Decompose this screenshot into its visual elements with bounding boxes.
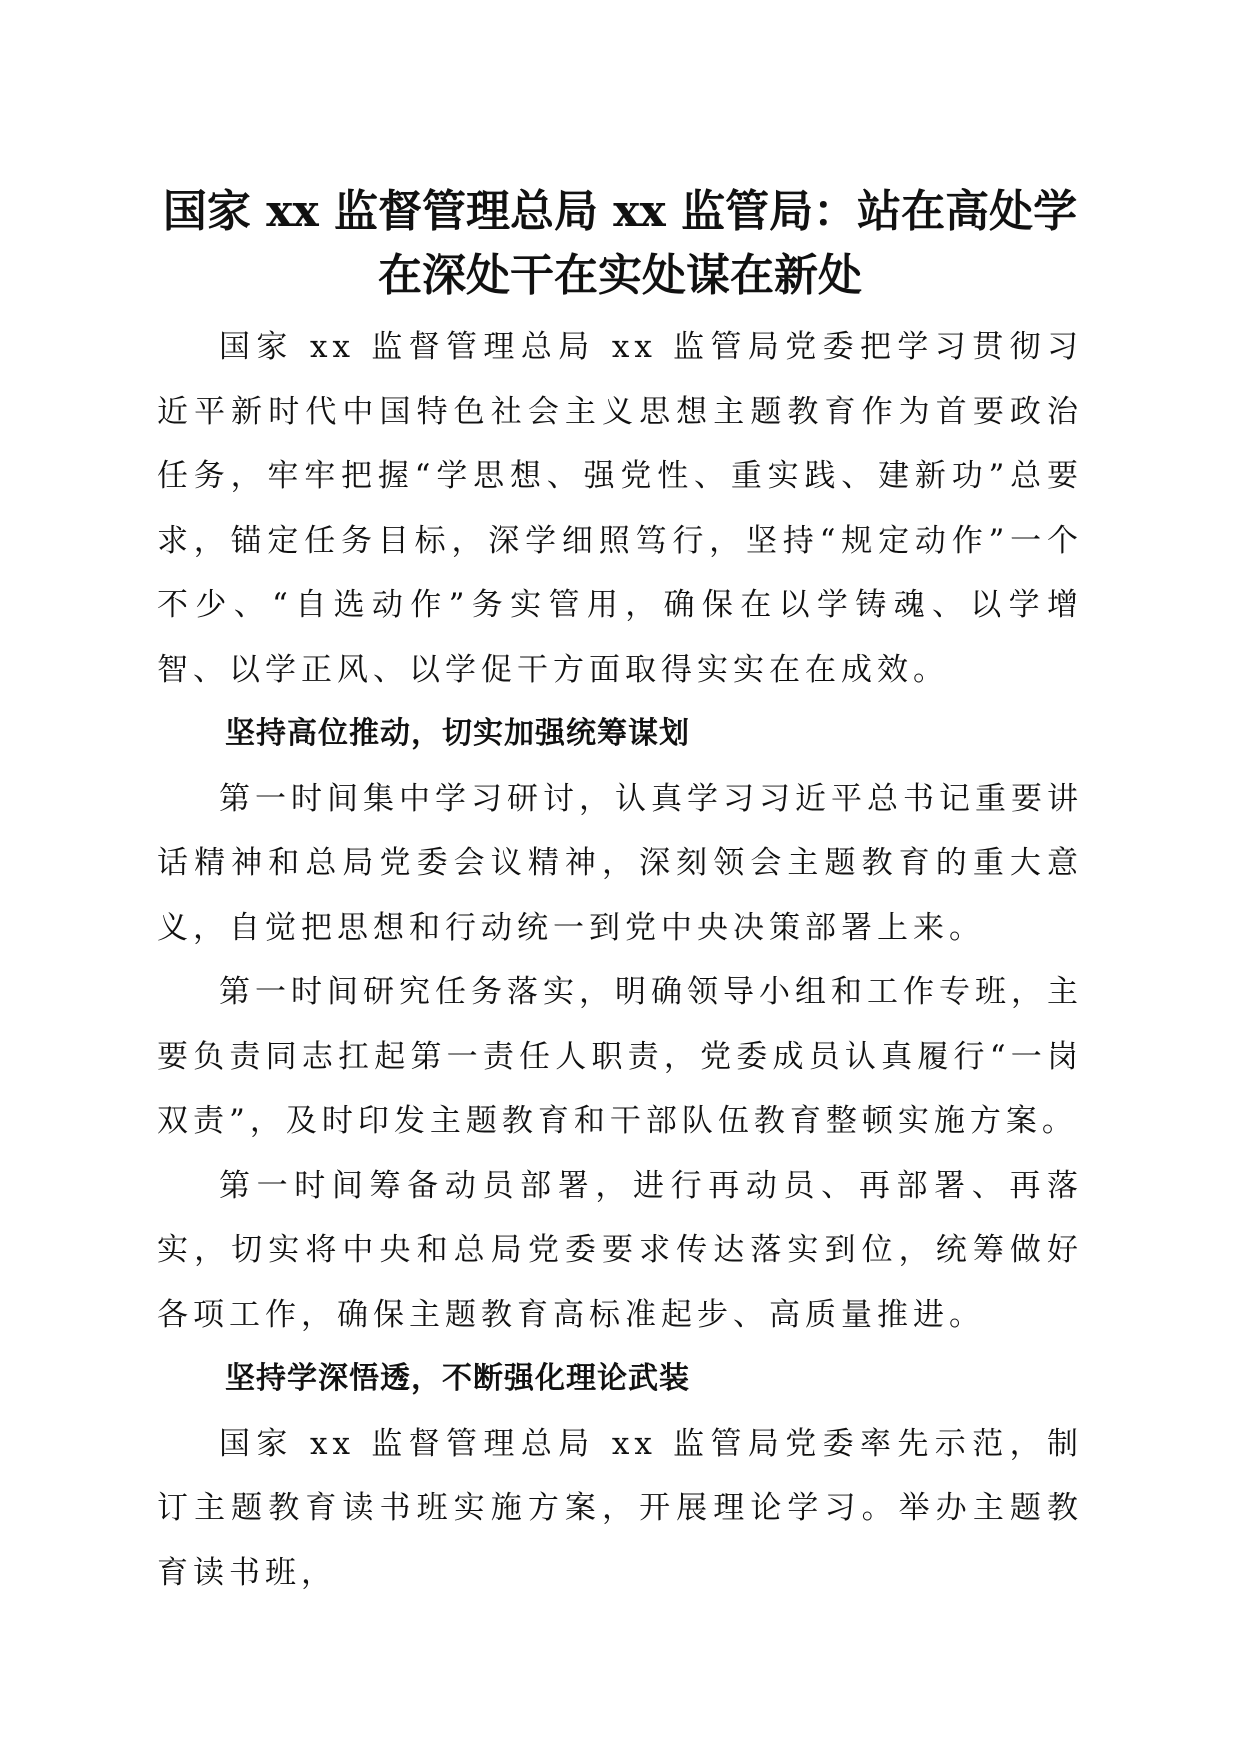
body-paragraph: 第一时间筹备动员部署，进行再动员、再部署、再落实，切实将中央和总局党委要求传达落实到位，统筹做好各项工作，确保主题教育高标准起步、高质量推进。: [157, 1167, 1083, 1333]
document-body: [157, 315, 1083, 1605]
section-heading-1: 坚持高位推动，切实加强统筹谋划: [225, 716, 690, 751]
body-paragraph: 第一时间集中学习研讨，认真学习习近平总书记重要讲话精神和总局党委会议精神，深刻领会主题教育的重大意义，自觉把思想和行动统一到党中央决策部署上来。: [157, 780, 1083, 946]
intro-paragraph: 国家 xx 监督管理总局 xx 监管局党委把学习贯彻习近平新时代中国特色社会主义思想主题教育作为首要政治任务，牢牢把握“学思想、强党性、重实践、建新功”总要求，锚定任务目标，深学细照笃行，坚持“规定动作”一个不少、“自选动作”务实管用，确保在以学铸魂、以学增智、以学正风、以学促干方面取得实实在在成效。: [157, 329, 1083, 688]
title-line-2: 在深处干在实处谋在新处: [378, 250, 862, 301]
body-paragraph: 国家 xx 监督管理总局 xx 监管局党委率先示范，制订主题教育读书班实施方案，开展理论学习。举办主题教育读书班，: [157, 1425, 1083, 1591]
body-paragraph: 第一时间研究任务落实，明确领导小组和工作专班，主要负责同志扛起第一责任人职责，党委成员认真履行“一岗双责”，及时印发主题教育和干部队伍教育整顿实施方案。: [157, 974, 1083, 1139]
title-line-1: 国家 xx 监督管理总局 xx 监管局：站在高处学: [162, 186, 1078, 237]
document-title: [140, 180, 1100, 308]
section-heading-2: 坚持学深悟透，不断强化理论武装: [225, 1361, 690, 1396]
